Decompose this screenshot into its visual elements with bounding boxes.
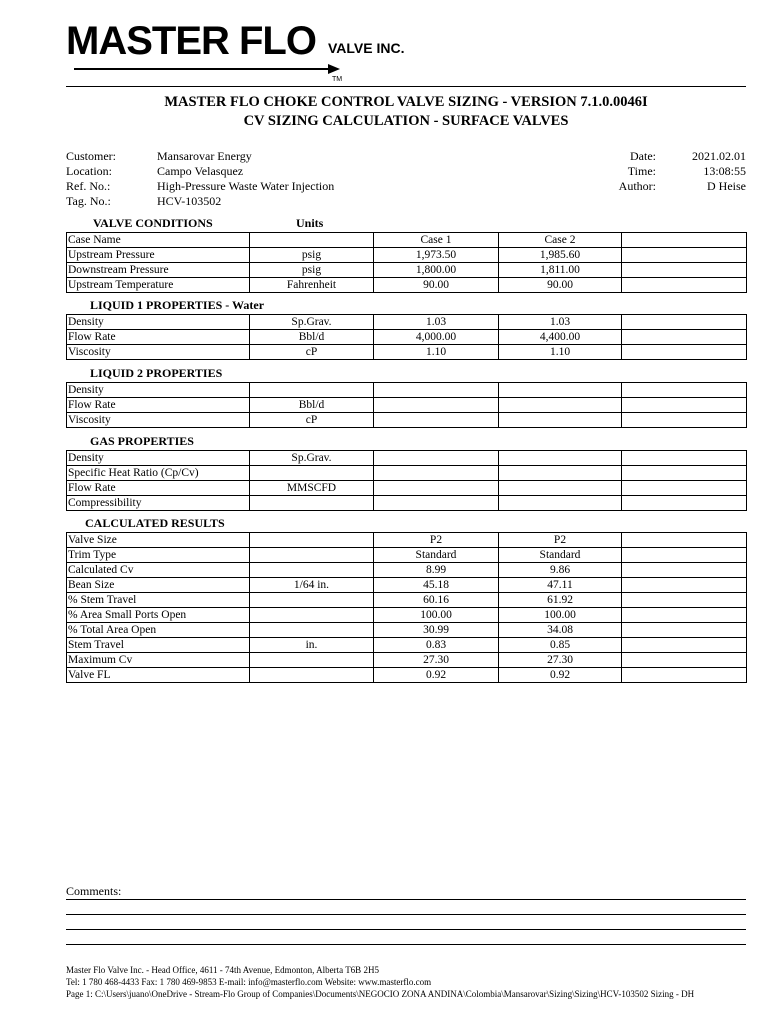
- value-cell: P2: [499, 533, 622, 548]
- liquid2-table: [66, 382, 747, 428]
- date-value: 2021.02.01: [692, 149, 746, 163]
- value-cell: 1.10: [499, 345, 622, 360]
- row-label: Maximum Cv: [67, 653, 250, 668]
- comment-line: [66, 914, 746, 915]
- value-cell: [622, 593, 747, 608]
- ref-label: Ref. No.:: [66, 179, 111, 193]
- row-label: Viscosity: [67, 345, 250, 360]
- row-label: Trim Type: [67, 548, 250, 563]
- value-cell: [622, 623, 747, 638]
- meta-labels: [580, 149, 656, 194]
- value-cell: [499, 413, 622, 428]
- footer-address: Master Flo Valve Inc. - Head Office, 4611 - 74th Avenue, Edmonton, Alberta T6B 2H5: [66, 965, 379, 975]
- units-cell: cP: [250, 345, 374, 360]
- value-cell: [622, 233, 747, 248]
- table-row: [67, 638, 747, 653]
- time-value: 13:08:55: [703, 164, 746, 178]
- table-row: [67, 563, 747, 578]
- value-cell: [622, 413, 747, 428]
- table-row: [67, 466, 747, 481]
- value-cell: 1,973.50: [374, 248, 499, 263]
- units-cell: MMSCFD: [250, 481, 374, 496]
- logo-arrow-icon: [66, 62, 346, 76]
- table-row: [67, 593, 747, 608]
- footer-contact: Tel: 1 780 468-4433 Fax: 1 780 469-9853 E-mail: info@masterflo.com Website: www.masterflo.com: [66, 977, 432, 987]
- value-cell: Case 1: [374, 233, 499, 248]
- table-row: [67, 248, 747, 263]
- units-cell: [250, 533, 374, 548]
- table-row: [67, 413, 747, 428]
- value-cell: 30.99: [374, 623, 499, 638]
- units-cell: [250, 623, 374, 638]
- value-cell: 1.10: [374, 345, 499, 360]
- logo-subtitle: VALVE INC.: [328, 40, 405, 56]
- row-label: Downstream Pressure: [67, 263, 250, 278]
- value-cell: [374, 451, 499, 466]
- value-cell: [374, 481, 499, 496]
- value-cell: Case 2: [499, 233, 622, 248]
- value-cell: [499, 496, 622, 511]
- units-cell: [250, 383, 374, 398]
- value-cell: 1,800.00: [374, 263, 499, 278]
- comment-line: [66, 899, 746, 900]
- table-row: [67, 278, 747, 293]
- units-cell: psig: [250, 248, 374, 263]
- value-cell: [499, 466, 622, 481]
- units-cell: [250, 563, 374, 578]
- liquid2-title: LIQUID 2 PROPERTIES: [90, 366, 223, 380]
- units-cell: in.: [250, 638, 374, 653]
- value-cell: [374, 413, 499, 428]
- row-label: Bean Size: [67, 578, 250, 593]
- value-cell: 27.30: [499, 653, 622, 668]
- units-cell: Bbl/d: [250, 398, 374, 413]
- value-cell: [622, 563, 747, 578]
- row-label: Flow Rate: [67, 330, 250, 345]
- comment-line: [66, 944, 746, 945]
- gas-title: GAS PROPERTIES: [90, 434, 194, 448]
- value-cell: [622, 533, 747, 548]
- table-row: [67, 533, 747, 548]
- row-label: % Area Small Ports Open: [67, 608, 250, 623]
- value-cell: 90.00: [499, 278, 622, 293]
- value-cell: [622, 451, 747, 466]
- value-cell: [374, 383, 499, 398]
- logo-name: MASTER FLO: [66, 19, 316, 63]
- gas-table: [66, 450, 747, 511]
- value-cell: [622, 383, 747, 398]
- value-cell: [622, 315, 747, 330]
- table-row: [67, 315, 747, 330]
- value-cell: 0.85: [499, 638, 622, 653]
- value-cell: 0.92: [374, 668, 499, 683]
- value-cell: [622, 496, 747, 511]
- value-cell: 90.00: [374, 278, 499, 293]
- tag-value: HCV-103502: [157, 194, 222, 208]
- info-values: [157, 149, 334, 209]
- value-cell: [622, 638, 747, 653]
- valve-conditions-table: [66, 232, 747, 293]
- value-cell: [374, 466, 499, 481]
- value-cell: [622, 548, 747, 563]
- units-cell: [250, 653, 374, 668]
- units-cell: [250, 496, 374, 511]
- liquid1-title: LIQUID 1 PROPERTIES - Water: [90, 298, 265, 312]
- row-label: Density: [67, 451, 250, 466]
- table-row: [67, 668, 747, 683]
- table-row: [67, 398, 747, 413]
- ref-value: High-Pressure Waste Water Injection: [157, 179, 335, 193]
- units-cell: Sp.Grav.: [250, 451, 374, 466]
- units-cell: [250, 548, 374, 563]
- row-label: Valve FL: [67, 668, 250, 683]
- row-label: Compressibility: [67, 496, 250, 511]
- info-labels: [66, 149, 116, 209]
- customer-label: Customer:: [66, 149, 116, 163]
- author-value: D Heise: [707, 179, 746, 193]
- row-label: Flow Rate: [67, 398, 250, 413]
- table-row: [67, 451, 747, 466]
- value-cell: 9.86: [499, 563, 622, 578]
- table-row: [67, 345, 747, 360]
- row-label: Upstream Pressure: [67, 248, 250, 263]
- row-label: Upstream Temperature: [67, 278, 250, 293]
- value-cell: [374, 398, 499, 413]
- value-cell: [622, 578, 747, 593]
- row-label: Density: [67, 383, 250, 398]
- value-cell: 60.16: [374, 593, 499, 608]
- value-cell: Standard: [374, 548, 499, 563]
- value-cell: Standard: [499, 548, 622, 563]
- value-cell: [374, 496, 499, 511]
- units-cell: 1/64 in.: [250, 578, 374, 593]
- row-label: Specific Heat Ratio (Cp/Cv): [67, 466, 250, 481]
- value-cell: [622, 278, 747, 293]
- value-cell: 34.08: [499, 623, 622, 638]
- table-row: [67, 653, 747, 668]
- date-label: Date:: [630, 149, 656, 163]
- value-cell: P2: [374, 533, 499, 548]
- units-header: Units: [296, 216, 324, 230]
- row-label: Density: [67, 315, 250, 330]
- header-rule: [66, 86, 746, 87]
- value-cell: [499, 481, 622, 496]
- units-cell: cP: [250, 413, 374, 428]
- value-cell: 1,985.60: [499, 248, 622, 263]
- row-label: Stem Travel: [67, 638, 250, 653]
- value-cell: 61.92: [499, 593, 622, 608]
- row-label: Calculated Cv: [67, 563, 250, 578]
- value-cell: 0.83: [374, 638, 499, 653]
- table-row: [67, 263, 747, 278]
- value-cell: [622, 263, 747, 278]
- value-cell: [622, 330, 747, 345]
- value-cell: 27.30: [374, 653, 499, 668]
- units-cell: [250, 608, 374, 623]
- value-cell: [622, 398, 747, 413]
- comment-line: [66, 929, 746, 930]
- value-cell: 100.00: [499, 608, 622, 623]
- units-cell: Fahrenheit: [250, 278, 374, 293]
- comments-label: Comments:: [66, 884, 122, 898]
- value-cell: [622, 653, 747, 668]
- results-title: CALCULATED RESULTS: [85, 516, 225, 530]
- author-label: Author:: [618, 179, 656, 193]
- location-value: Campo Velasquez: [157, 164, 244, 178]
- results-table: [66, 532, 747, 683]
- units-cell: Bbl/d: [250, 330, 374, 345]
- tag-label: Tag. No.:: [66, 194, 111, 208]
- footer-path: Page 1: C:\Users\juano\OneDrive - Stream-Flo Group of Companies\Documents\NEGOCIO ZONA ANDINA\Colombia\Mansarovar\Sizing\Sizing\HCV-103502 Sizing - DH: [66, 989, 695, 999]
- row-label: Case Name: [67, 233, 250, 248]
- units-cell: [250, 233, 374, 248]
- value-cell: [499, 383, 622, 398]
- units-cell: [250, 466, 374, 481]
- row-label: Valve Size: [67, 533, 250, 548]
- value-cell: [622, 608, 747, 623]
- table-row: [67, 481, 747, 496]
- units-cell: Sp.Grav.: [250, 315, 374, 330]
- value-cell: 4,400.00: [499, 330, 622, 345]
- customer-value: Mansarovar Energy: [157, 149, 252, 163]
- document-title: MASTER FLO CHOKE CONTROL VALVE SIZING - VERSION 7.1.0.0046I: [164, 94, 648, 110]
- table-row: [67, 548, 747, 563]
- table-row: [67, 330, 747, 345]
- table-row: [67, 578, 747, 593]
- logo-trademark: TM: [332, 76, 343, 83]
- time-label: Time:: [627, 164, 656, 178]
- table-row: [67, 383, 747, 398]
- value-cell: 8.99: [374, 563, 499, 578]
- value-cell: 1,811.00: [499, 263, 622, 278]
- value-cell: 1.03: [374, 315, 499, 330]
- company-logo: [66, 18, 766, 90]
- value-cell: 47.11: [499, 578, 622, 593]
- table-row: [67, 623, 747, 638]
- row-label: Viscosity: [67, 413, 250, 428]
- value-cell: 4,000.00: [374, 330, 499, 345]
- value-cell: 45.18: [374, 578, 499, 593]
- table-row: [67, 233, 747, 248]
- value-cell: [499, 451, 622, 466]
- row-label: Flow Rate: [67, 481, 250, 496]
- table-row: [67, 608, 747, 623]
- value-cell: [622, 345, 747, 360]
- row-label: % Stem Travel: [67, 593, 250, 608]
- value-cell: 0.92: [499, 668, 622, 683]
- meta-values: [660, 149, 746, 194]
- value-cell: 1.03: [499, 315, 622, 330]
- location-label: Location:: [66, 164, 112, 178]
- value-cell: [622, 248, 747, 263]
- valve-conditions-title: VALVE CONDITIONS: [93, 216, 213, 230]
- value-cell: [622, 466, 747, 481]
- value-cell: 100.00: [374, 608, 499, 623]
- document-subtitle: CV SIZING CALCULATION - SURFACE VALVES: [243, 113, 569, 129]
- units-cell: psig: [250, 263, 374, 278]
- units-cell: [250, 668, 374, 683]
- liquid1-table: [66, 314, 747, 360]
- value-cell: [499, 398, 622, 413]
- value-cell: [622, 481, 747, 496]
- table-row: [67, 496, 747, 511]
- value-cell: [622, 668, 747, 683]
- units-cell: [250, 593, 374, 608]
- row-label: % Total Area Open: [67, 623, 250, 638]
